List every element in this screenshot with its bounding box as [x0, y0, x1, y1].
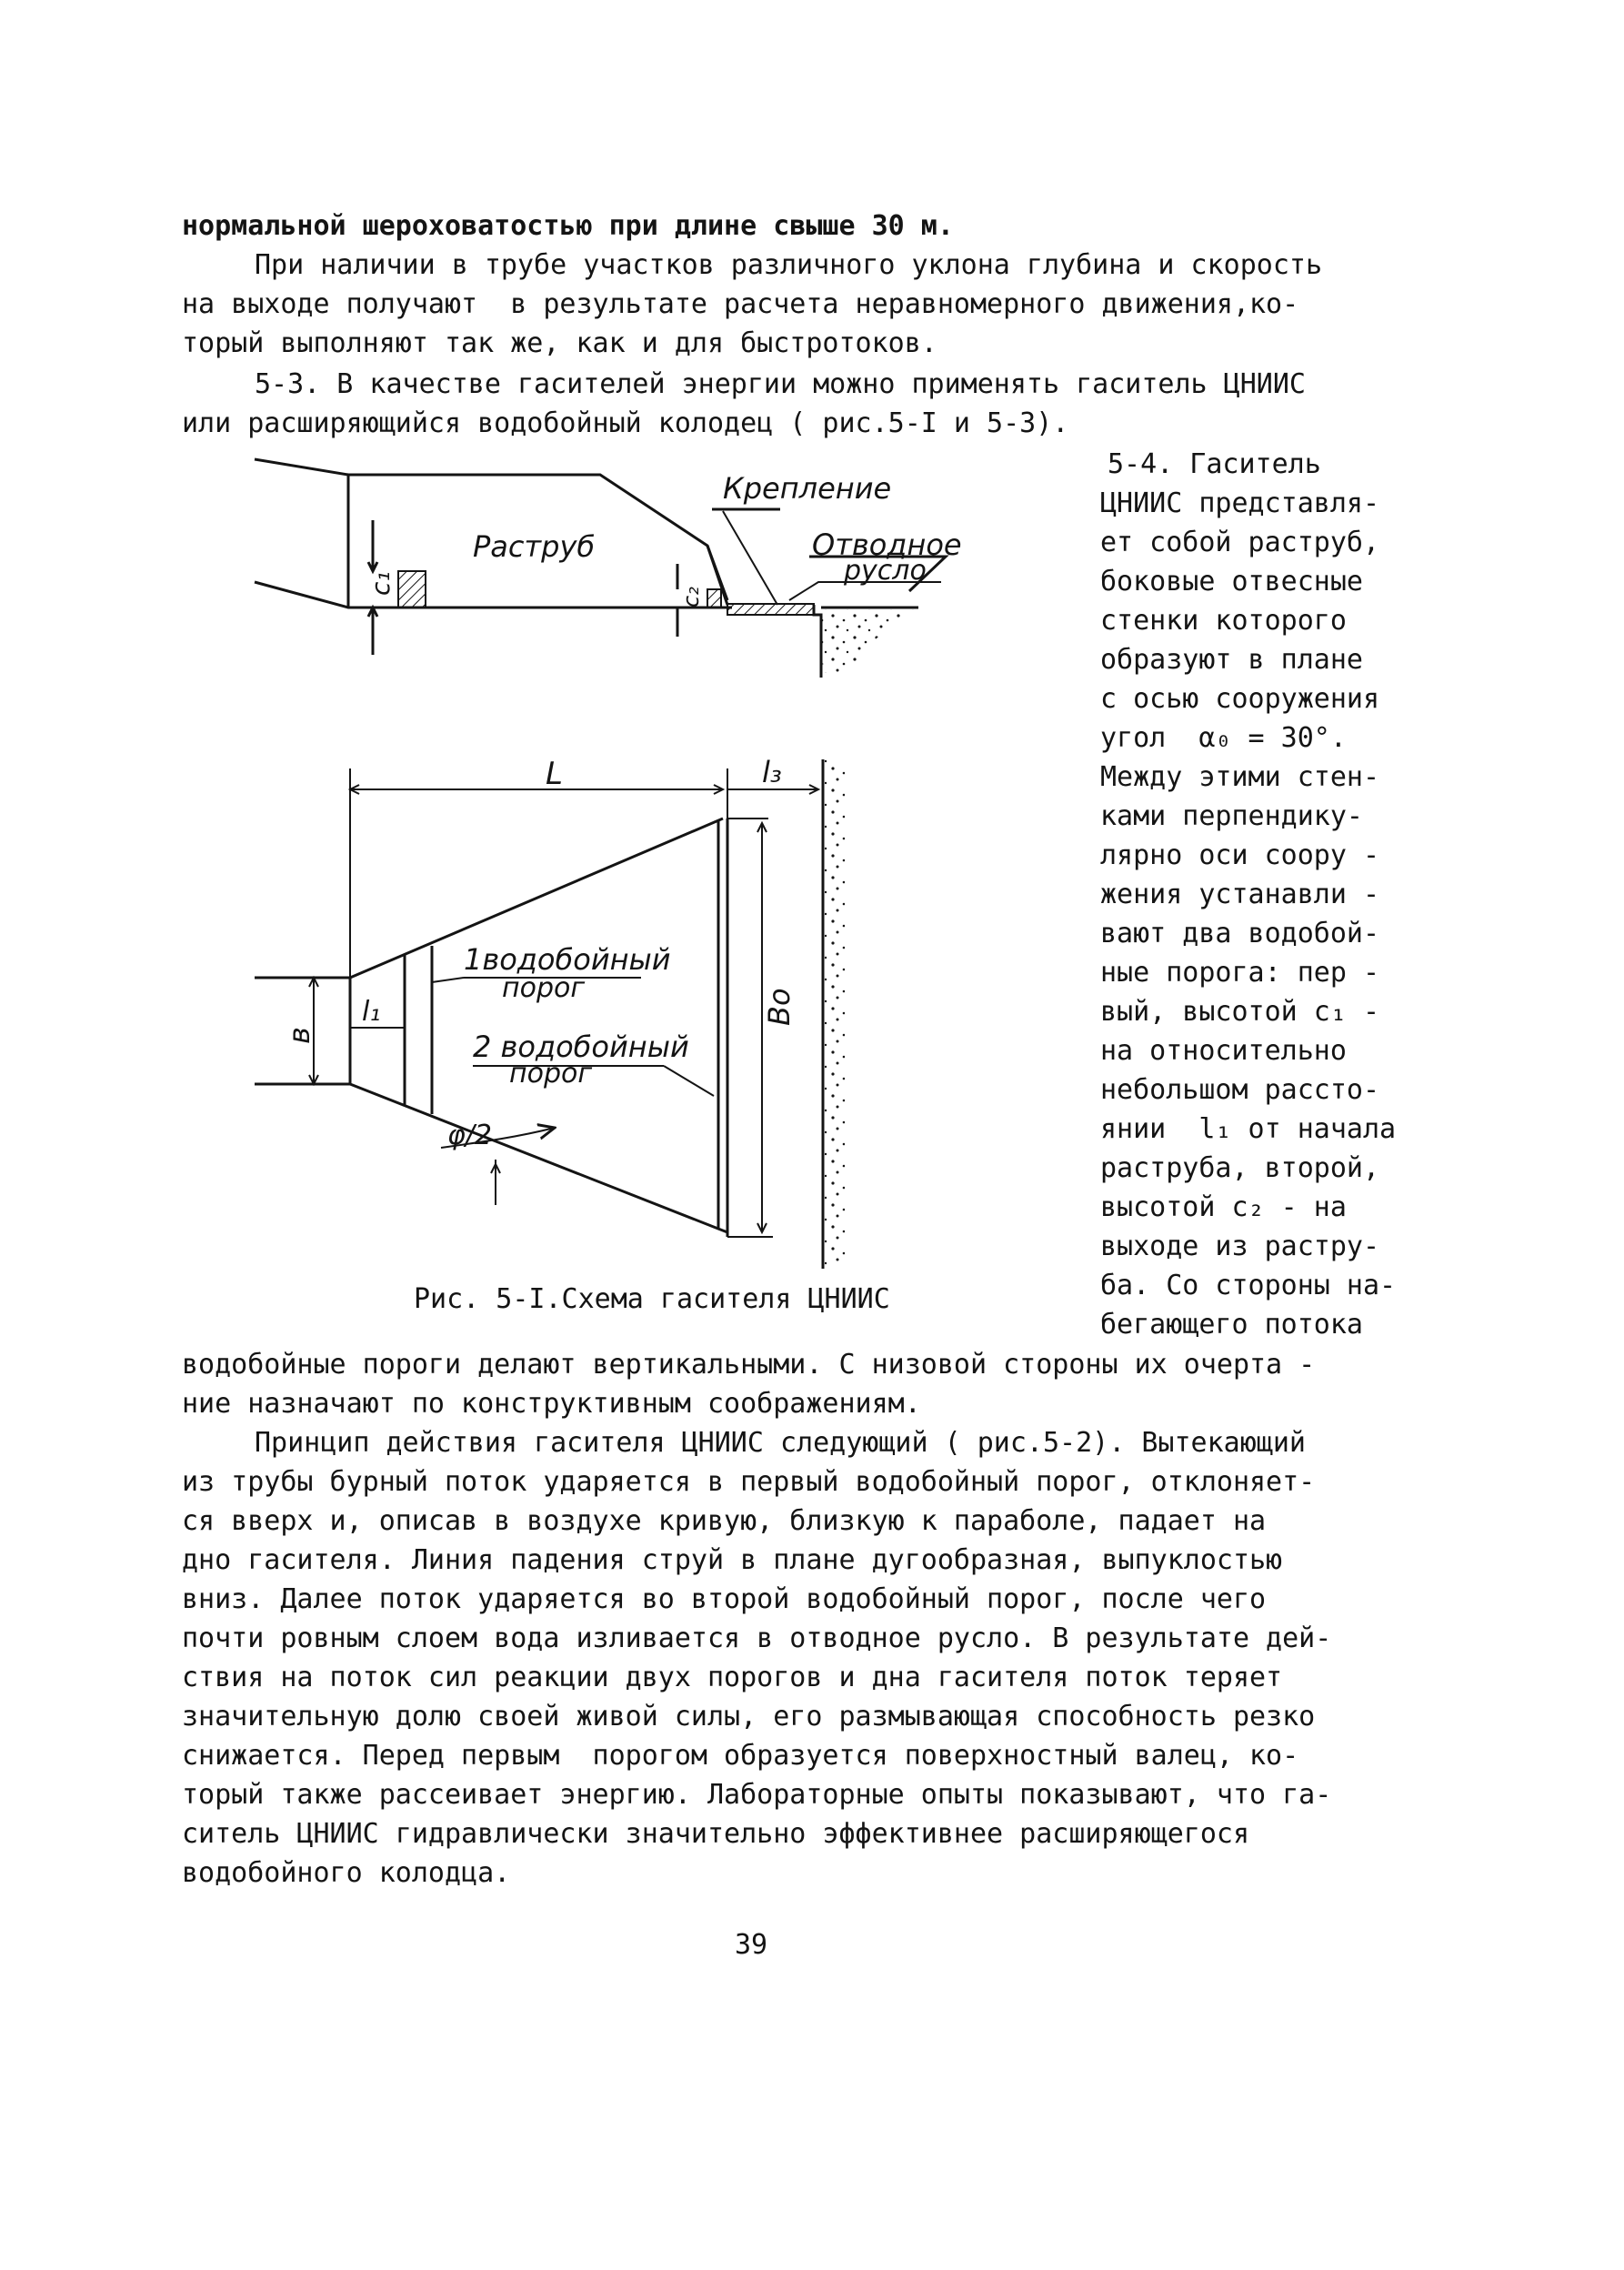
paragraph-line: вниз. Далее поток ударяется во второй водобойный порог, после чего	[182, 1583, 1267, 1615]
label-krepleniye: Крепление	[723, 471, 892, 506]
paragraph-line: ЦНИИС представля-	[1100, 487, 1380, 519]
figure-caption: Рис. 5-I.Схема гасителя ЦНИИС	[414, 1283, 890, 1315]
paragraph-line: Между этими стен-	[1100, 761, 1380, 793]
paragraph-line: почти ровным слоем вода изливается в отводное русло. В результате дей-	[182, 1622, 1332, 1654]
paragraph-line: Принцип действия гасителя ЦНИИС следующий ( рис.5-2). Вытекающий	[255, 1427, 1306, 1459]
paragraph-line: При наличии в трубе участков различного уклона глубина и скорость	[255, 249, 1322, 281]
label-otvodnoe: Отводное	[812, 527, 962, 562]
paragraph-line: значительную долю своей живой силы, его размывающая способность резко	[182, 1701, 1316, 1733]
label-B0: Bo	[762, 988, 797, 1026]
paragraph-line: стенки которого	[1100, 605, 1347, 637]
paragraph-line: торый также рассеивает энергию. Лабораторные опыты показывают, что га-	[182, 1779, 1332, 1811]
paragraph-line: с осью сооружения	[1100, 683, 1380, 715]
label-rastrub: Раструб	[473, 529, 596, 564]
paragraph-line: выходе из растру-	[1100, 1230, 1380, 1262]
paragraph-line: высотой c₂ - на	[1100, 1191, 1347, 1223]
label-c1: c₁	[366, 571, 396, 596]
paragraph-line: или расширяющийся водобойный колодец ( рис.5-I и 5-3).	[182, 407, 1069, 439]
paragraph-line: янии l₁ от начала	[1100, 1113, 1397, 1145]
paragraph-line: вый, высотой c₁ -	[1100, 996, 1380, 1028]
paragraph-line: снижается. Перед первым порогом образуется поверхностный валец, ко-	[182, 1740, 1299, 1772]
paragraph-line: ситель ЦНИИС гидравлически значительно эффективнее расширяющегося	[182, 1818, 1249, 1850]
label-b: в	[282, 1027, 316, 1044]
paragraph-line: вают два водобой-	[1100, 918, 1380, 949]
plan-view	[255, 759, 823, 1269]
paragraph-line: на выходе получают в результате расчета неравномерного движения,ко-	[182, 288, 1299, 320]
paragraph-line: ные порога: пер -	[1100, 957, 1380, 989]
label-ruslo: русло	[844, 555, 927, 587]
paragraph-line: угол α₀ = 30°.	[1100, 722, 1347, 754]
label-porog2: 2 водобойный	[473, 1030, 689, 1064]
page-number: 39	[735, 1929, 768, 1961]
label-porog1-b: порог	[502, 972, 586, 1004]
label-l1: l₁	[362, 996, 381, 1028]
paragraph-line: из трубы бурный поток ударяется в первый водобойный порог, отклоняет-	[182, 1466, 1316, 1498]
paragraph-line: нормальной шероховатостью при длине свыше 30 м.	[182, 210, 954, 242]
paragraph-line: небольшом рассто-	[1100, 1074, 1380, 1106]
label-phi: φ/2	[447, 1120, 492, 1151]
paragraph-line: ками перпендику-	[1100, 800, 1363, 832]
label-porog1: 1водобойный	[464, 942, 671, 977]
paragraph-line: торый выполняют так же, как и для быстротоков.	[182, 327, 937, 359]
paragraph-line: дно гасителя. Линия падения струй в плане дугообразная, выпуклостью	[182, 1544, 1283, 1576]
paragraph-line: ствия на поток сил реакции двух порогов и дна гасителя поток теряет	[182, 1662, 1283, 1693]
paragraph-line: водобойные пороги делают вертикальными. С низовой стороны их очерта -	[182, 1349, 1316, 1381]
paragraph-line: жения устанавли -	[1100, 879, 1380, 910]
label-c2: c₂	[678, 587, 704, 608]
paragraph-line: боковые отвесные	[1100, 566, 1363, 598]
paragraph-line: раструба, второй,	[1100, 1152, 1380, 1184]
paragraph-line: 5-3. В качестве гасителей энергии можно применять гаситель ЦНИИС	[255, 368, 1306, 400]
paragraph-line: 5-4. Гаситель	[1108, 448, 1321, 480]
paragraph-line: образуют в плане	[1100, 644, 1363, 676]
paragraph-line: на относительно	[1100, 1035, 1347, 1067]
label-porog2-b: порог	[509, 1058, 593, 1090]
bank-soil	[825, 759, 845, 1269]
label-l3: l₃	[762, 755, 782, 789]
paragraph-line: водобойного колодца.	[182, 1857, 511, 1889]
paragraph-line: лярно оси соору -	[1100, 839, 1380, 871]
paragraph-line: ба. Со стороны на-	[1100, 1270, 1397, 1301]
paragraph-line: ние назначают по конструктивным соображениям.	[182, 1388, 921, 1420]
label-L: L	[546, 756, 563, 792]
paragraph-line: ся вверх и, описав в воздухе кривую, близкую к параболе, падает на	[182, 1505, 1267, 1537]
paragraph-line: бегающего потока	[1100, 1309, 1363, 1341]
paragraph-line: ет собой раструб,	[1100, 527, 1380, 558]
